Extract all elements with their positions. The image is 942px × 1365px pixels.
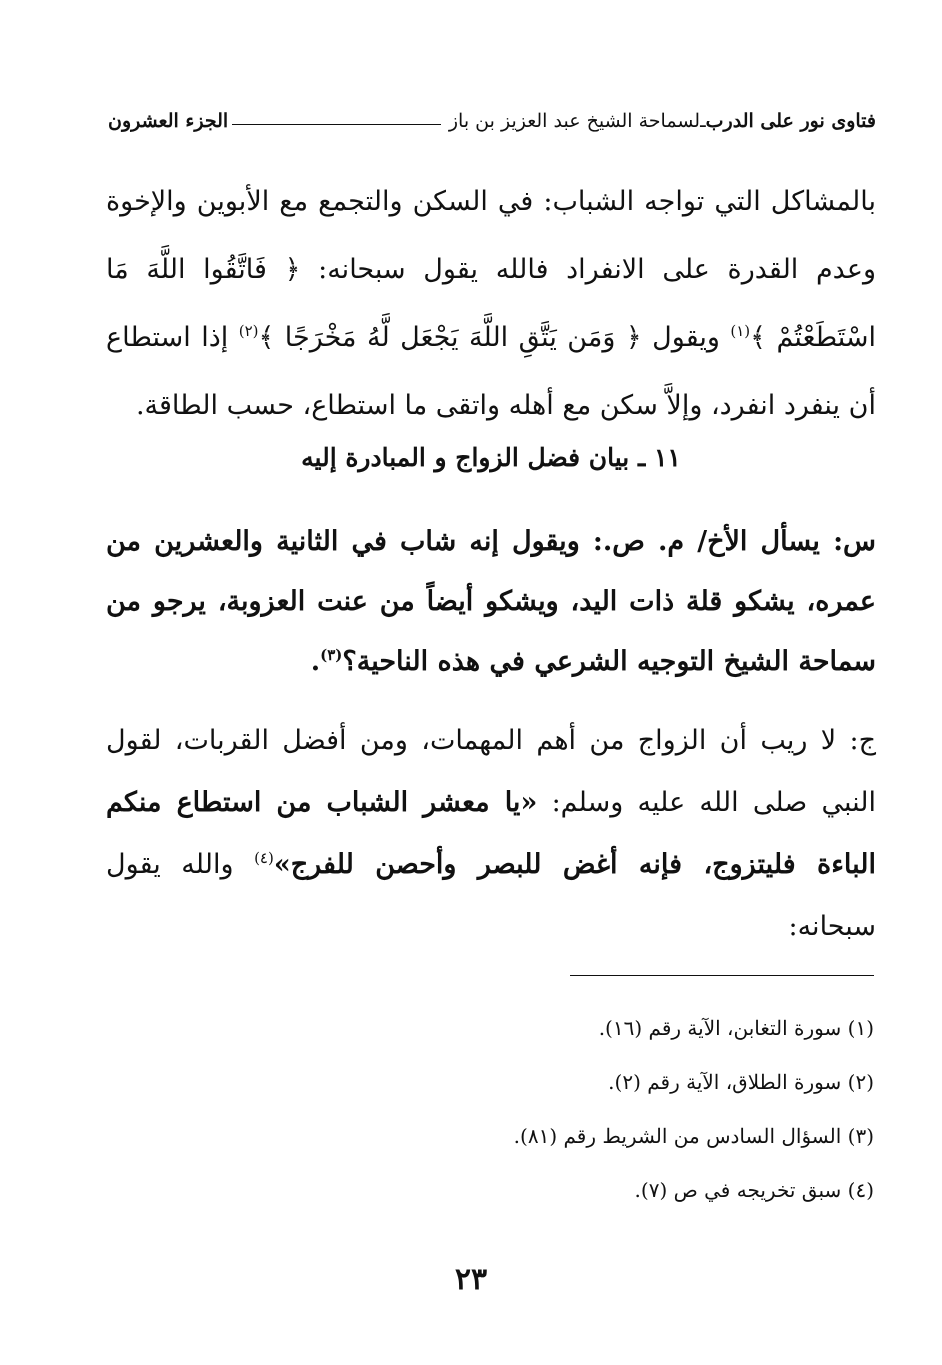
answer-paragraph xyxy=(106,710,876,958)
footnote-item: (٣) السؤال السادس من الشريط رقم (٨١). xyxy=(513,1124,874,1148)
footnote-separator xyxy=(570,975,874,976)
quran-verse: ﴿ فَاتَّقُوا اللَّهَ مَا اسْتَطَعْتُمْ ﴾ xyxy=(106,254,877,353)
book-title: فتاوى نور على الدرب xyxy=(705,110,876,132)
page-number: ٢٣ xyxy=(454,1262,488,1297)
footnotes xyxy=(174,1008,874,1224)
footnote-item: (٢) سورة الطلاق، الآية رقم (٢). xyxy=(608,1070,874,1094)
quran-verse: ﴿ وَمَن يَتَّقِ اللَّهَ يَجْعَل لَّهُ مَخْرَجًا ﴾ xyxy=(258,322,642,353)
footnote-ref: (١) xyxy=(730,322,751,340)
question-paragraph xyxy=(106,512,876,692)
header-rule xyxy=(232,124,441,125)
running-header xyxy=(108,98,876,132)
question-text: س: يسأل الأخ/ م. ص.: ويقول إنه شاب في الثانية والعشرين من عمره، يشكو قلة ذات اليد، ويشكو أيضاً من عنت العزوبة، يرجو من سماحة الشيخ التوجيه الشرعي في هذه الناحية؟ xyxy=(106,526,876,677)
paragraph-continuation xyxy=(106,168,876,440)
author-name: لسماحة الشيخ عبد العزيز بن باز xyxy=(448,110,701,132)
header-separator: ـ xyxy=(700,110,706,132)
footnote-item: (٤) سبق تخريجه في ص (٧). xyxy=(634,1178,874,1202)
question-end: . xyxy=(310,646,321,677)
paragraph-text: ويقول xyxy=(641,322,731,353)
paragraph-text: بالمشاكل التي تواجه الشباب: في السكن والتجمع مع الأبوين والإخوة وعدم القدرة على الانفراد فالله يقول سبحانه: xyxy=(106,186,877,285)
volume-part: الجزء العشرون xyxy=(108,110,229,132)
answer-text: والله يقول سبحانه: xyxy=(106,849,876,942)
hadith-quote: «يا معشر الشباب من استطاع منكم الباءة فليتزوج، فإنه أغض للبصر وأحصن للفرج» xyxy=(106,787,876,880)
footnote-ref: (٢) xyxy=(238,322,259,340)
footnote-ref: (٣) xyxy=(320,646,343,664)
paragraph-text: إذا استطاع أن ينفرد انفرد، وإلاَّ سكن مع أهله واتقى ما استطاع، حسب الطاقة. xyxy=(106,322,876,421)
footnote-item: (١) سورة التغابن، الآية رقم (١٦). xyxy=(598,1016,874,1040)
footnote-ref: (٤) xyxy=(254,849,274,867)
section-heading: ١١ ـ بيان فضل الزواج و المبادرة إليه xyxy=(301,443,681,472)
answer-text: ج: لا ريب أن الزواج من أهم المهمات، ومن أفضل القربات، لقول النبي صلى الله عليه وسلم: xyxy=(106,725,876,818)
